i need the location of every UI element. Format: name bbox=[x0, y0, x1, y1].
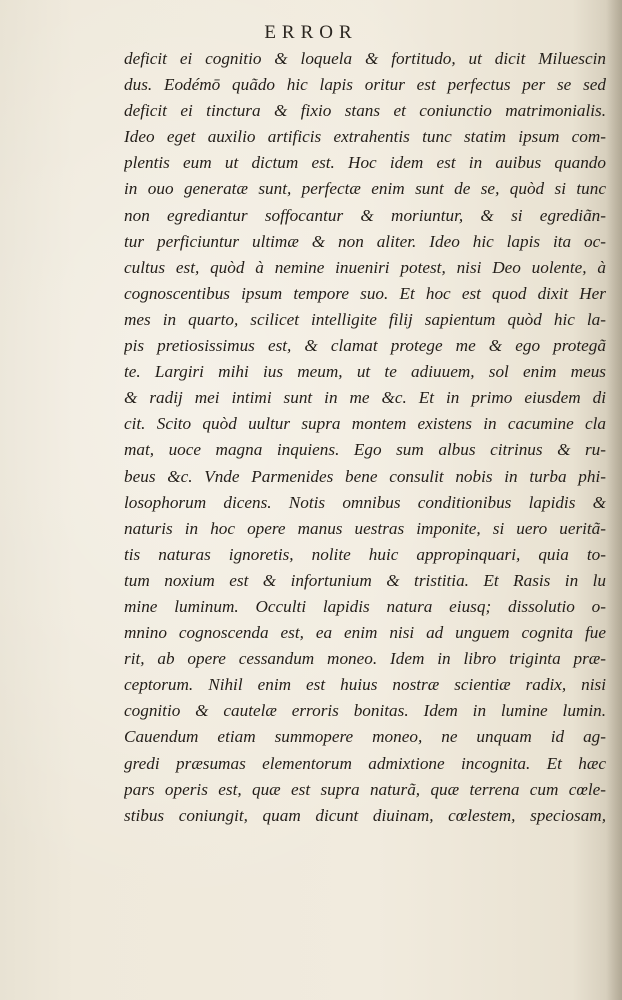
text-line: Ideo eget auxilio artificis extrahentis tunc statim ipsum com- bbox=[124, 127, 606, 147]
text-line: plentis eum ut dictum est. Hoc idem est in auibus quando bbox=[124, 153, 606, 173]
text-line: mat, uoce magna inquiens. Ego sum albus citrinus & ru- bbox=[124, 440, 606, 460]
page-edge-shadow bbox=[606, 0, 622, 1000]
text-line: tur perficiuntur ultimæ & non aliter. Ideo hic lapis ita oc- bbox=[124, 231, 606, 251]
text-line: Cauendum etiam summopere moneo, ne unquam id ag- bbox=[124, 727, 606, 747]
text-line: cognoscentibus ipsum tempore suo. Et hoc est quod dixit Her bbox=[124, 283, 606, 303]
text-line: pis pretiosissimus est, & clamat protege me & ego protegã bbox=[124, 336, 606, 356]
text-line: in ouo generatæ sunt, perfectæ enim sunt de se, quòd si tunc bbox=[124, 179, 606, 199]
text-line: & radij mei intimi sunt in me &c. Et in primo eiusdem di bbox=[124, 388, 606, 408]
text-line: mes in quarto, scilicet intelligite filij sapientum quòd hic la- bbox=[124, 309, 606, 329]
text-line: stibus coniungit, quam dicunt diuinam, cœlestem, speciosam, bbox=[124, 805, 606, 825]
text-line: beus &c. Vnde Parmenides bene consulit nobis in turba phi- bbox=[124, 466, 606, 486]
text-line: cit. Scito quòd uultur supra montem existens in cacumine cla bbox=[124, 414, 606, 434]
text-line: dus. Eodémō quãdo hic lapis oritur est perfectus per se sed bbox=[124, 75, 606, 95]
text-line: mine luminum. Occulti lapidis natura eiusq; dissolutio o- bbox=[124, 596, 606, 616]
text-line: deficit ei cognitio & loquela & fortitudo, ut dicit Miluescin bbox=[124, 49, 606, 68]
text-line: ceptorum. Nihil enim est huius nostræ scientiæ radix, nisi bbox=[124, 675, 606, 695]
body-text bbox=[124, 46, 606, 829]
text-line: mnino cognoscenda est, ea enim nisi ad unguem cognita fue bbox=[124, 623, 606, 643]
text-line: tum noxium est & infortunium & tristitia. Et Rasis in lu bbox=[124, 570, 606, 590]
text-line: naturis in hoc opere manus uestras imponite, si uero ueritã- bbox=[124, 518, 606, 538]
text-line: tis naturas ignoretis, nolite huic appropinquari, quia to- bbox=[124, 544, 606, 564]
text-line: non egrediantur soffocantur & moriuntur, & si egrediãn- bbox=[124, 205, 606, 225]
text-line: cognitio & cautelæ erroris bonitas. Idem in lumine lumin. bbox=[124, 701, 606, 721]
text-line: gredi præsumas elementorum admixtione incognita. Et hæc bbox=[124, 753, 606, 773]
text-line: cultus est, quòd à nemine inueniri potest, nisi Deo uolente, à bbox=[124, 257, 606, 277]
running-head: ERROR bbox=[264, 22, 358, 43]
text-line: losophorum dicens. Notis omnibus conditionibus lapidis & bbox=[124, 492, 606, 512]
text-line: te. Largiri mihi ius meum, ut te adiuuem, sol enim meus bbox=[124, 362, 606, 382]
text-line: pars operis est, quæ est supra naturã, quæ terrena cum cœle- bbox=[124, 779, 606, 799]
text-line: deficit ei tinctura & fixio stans et coniunctio matrimonialis. bbox=[124, 101, 606, 121]
text-line: rit, ab opere cessandum moneo. Idem in libro triginta præ- bbox=[124, 649, 606, 669]
